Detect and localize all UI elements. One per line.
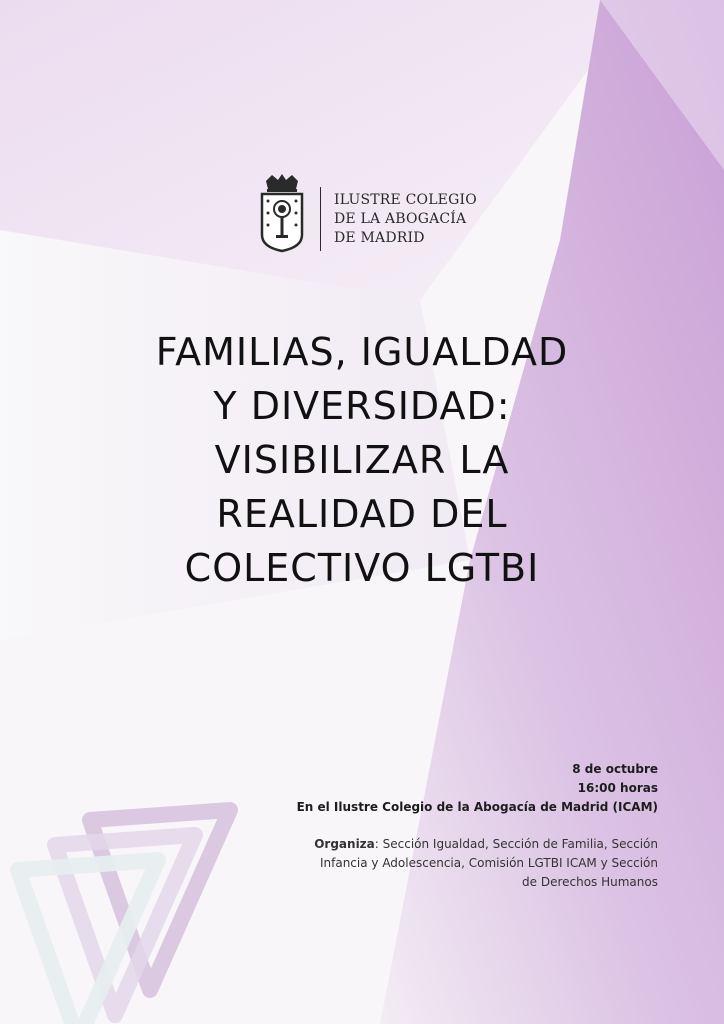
event-venue: En el Ilustre Colegio de la Abogacía de Madrid (ICAM) [296,800,658,814]
title-line: Y DIVERSIDAD: [213,384,511,428]
icam-crest-icon [258,173,306,253]
event-info [218,760,658,892]
event-time: 16:00 horas [577,781,658,795]
icam-logo [258,173,477,253]
organizers-line: : Sección Igualdad, Sección de Familia, Sección [374,837,658,851]
organiza-label: Organiza [314,837,375,851]
title-line: FAMILIAS, IGUALDAD [155,330,569,374]
organizers-line: de Derechos Humanos [522,875,658,889]
title-line: VISIBILIZAR LA [214,438,510,482]
event-title [60,325,664,595]
organizers-line: Infancia y Adolescencia, Comisión LGTBI ICAM y Sección [319,856,658,870]
logo-divider [320,187,321,251]
logo-line: DE LA ABOGACÍA [334,211,467,227]
logo-text [334,191,477,248]
event-date: 8 de octubre [572,762,658,776]
title-line: COLECTIVO LGTBI [184,546,540,590]
organizers [218,835,658,892]
logo-line: DE MADRID [334,230,425,246]
logo-line: ILUSTRE COLEGIO [334,192,477,208]
title-line: REALIDAD DEL [216,492,508,536]
